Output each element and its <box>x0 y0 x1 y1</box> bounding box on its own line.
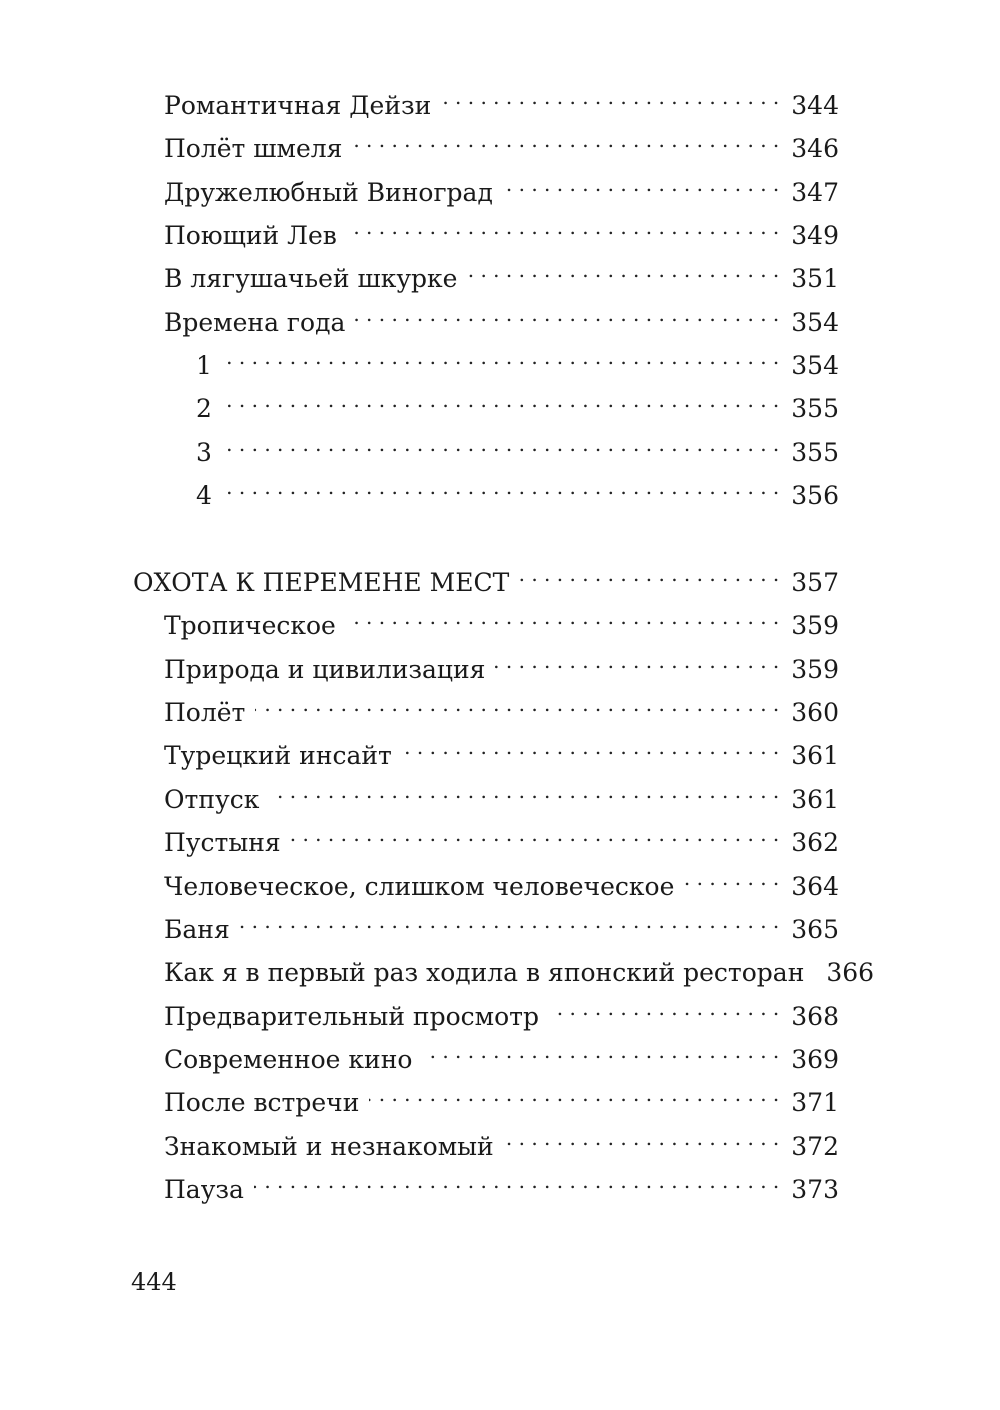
toc-entry-page: 359 <box>791 611 839 640</box>
dot-leader <box>422 1028 779 1068</box>
dot-leader <box>504 1115 780 1155</box>
dot-leader <box>255 681 779 721</box>
toc-entry <box>164 985 839 1031</box>
toc-entry <box>164 1115 839 1161</box>
toc-entry <box>164 204 839 250</box>
toc-entry-page: 344 <box>791 91 839 120</box>
dot-leader <box>402 724 779 764</box>
toc-entry-page: 369 <box>791 1045 839 1074</box>
toc-entry-title: 3 <box>196 438 212 467</box>
toc-entry-page: 349 <box>791 221 839 250</box>
toc-entry-page: 373 <box>791 1175 839 1204</box>
dot-leader <box>495 638 779 678</box>
toc-entry-title: Тропическое <box>164 611 336 640</box>
dot-leader <box>222 464 779 504</box>
dot-leader <box>222 334 779 374</box>
toc-section-heading <box>133 551 839 597</box>
toc-entry <box>164 247 839 293</box>
toc-entry-title: 2 <box>196 394 212 423</box>
toc-entry-page: 362 <box>791 828 839 857</box>
toc-entry-page: 355 <box>791 394 839 423</box>
dot-leader <box>519 551 779 591</box>
toc-entry <box>164 1028 839 1074</box>
toc-subentry <box>196 334 839 380</box>
toc-entry-title: После встречи <box>164 1088 360 1117</box>
toc-entry <box>164 811 839 857</box>
toc-entry <box>164 724 839 770</box>
toc-entry <box>164 161 839 207</box>
toc-entry-page: 355 <box>791 438 839 467</box>
dot-leader <box>369 1071 779 1111</box>
toc-entry <box>164 681 839 727</box>
toc-entry <box>164 74 839 120</box>
toc-entry-title: Дружелюбный Виноград <box>164 178 493 207</box>
toc-entry-title: Пустыня <box>164 828 281 857</box>
toc-entry-page: 354 <box>791 308 839 337</box>
dot-leader <box>441 74 779 114</box>
dot-leader <box>240 898 780 938</box>
toc-entry-title: Человеческое, слишком человеческое <box>164 872 675 901</box>
toc-section-page: 357 <box>791 568 839 597</box>
toc-entry-title: Современное кино <box>164 1045 413 1074</box>
toc-section-title: ОХОТА К ПЕРЕМЕНЕ МЕСТ <box>133 568 510 597</box>
dot-leader <box>352 117 779 157</box>
toc-entry-title: 4 <box>196 481 212 510</box>
toc-entry-title: В лягушачьей шкурке <box>164 264 458 293</box>
toc-entry-page: 361 <box>791 741 839 770</box>
toc-entry-page: 361 <box>791 785 839 814</box>
toc-entry-page: 347 <box>791 178 839 207</box>
dot-leader <box>346 594 779 634</box>
dot-leader <box>347 204 779 244</box>
toc-entry-page: 346 <box>791 134 839 163</box>
toc-entry-page: 371 <box>791 1088 839 1117</box>
dot-leader <box>467 247 779 287</box>
dot-leader <box>684 855 779 895</box>
toc-entry-page: 365 <box>791 915 839 944</box>
dot-leader <box>254 1158 779 1198</box>
toc-entry-title: Предварительный просмотр <box>164 1002 539 1031</box>
toc-entry-title: 1 <box>196 351 212 380</box>
toc-entry-page: 356 <box>791 481 839 510</box>
toc-subentry <box>196 377 839 423</box>
toc-entry-page: 360 <box>791 698 839 727</box>
toc-entry <box>164 1158 839 1204</box>
toc-entry-title: Знакомый и незнакомый <box>164 1132 494 1161</box>
toc-entry <box>164 638 839 684</box>
toc-entry-title: Поющий Лев <box>164 221 337 250</box>
dot-leader <box>355 291 779 331</box>
toc-entry <box>164 1071 839 1117</box>
toc-entry-title: Природа и цивилизация <box>164 655 486 684</box>
toc-entry-page: 364 <box>791 872 839 901</box>
toc-entry-title: Как я в первый раз ходила в японский ресторан <box>164 958 805 987</box>
toc-entry <box>164 594 839 640</box>
dot-leader <box>549 985 779 1025</box>
dot-leader <box>269 768 779 808</box>
toc-entry-page: 368 <box>791 1002 839 1031</box>
toc-entry <box>164 941 875 987</box>
toc-entry-page: 359 <box>791 655 839 684</box>
toc-entry <box>164 855 839 901</box>
toc-entry-title: Полёт <box>164 698 246 727</box>
toc-entry-title: Романтичная Дейзи <box>164 91 432 120</box>
toc-entry-title: Баня <box>164 915 230 944</box>
toc-entry <box>164 898 839 944</box>
toc-entry <box>164 291 839 337</box>
toc-entry-title: Турецкий инсайт <box>164 741 392 770</box>
toc-entry <box>164 117 839 163</box>
toc-entry-page: 366 <box>826 958 875 987</box>
toc-entry <box>164 768 839 814</box>
toc-entry-title: Времена года <box>164 308 346 337</box>
toc-entry-page: 372 <box>791 1132 839 1161</box>
toc-subentry <box>196 421 839 467</box>
dot-leader <box>222 377 779 417</box>
toc-entry-title: Отпуск <box>164 785 260 814</box>
toc-entry-title: Полёт шмеля <box>164 134 343 163</box>
page-number: 444 <box>131 1268 177 1296</box>
dot-leader <box>503 161 779 201</box>
dot-leader <box>222 421 779 461</box>
dot-leader <box>291 811 780 851</box>
toc-subentry <box>196 464 839 510</box>
toc-entry-page: 354 <box>791 351 839 380</box>
toc-entry-page: 351 <box>791 264 839 293</box>
toc-entry-title: Пауза <box>164 1175 244 1204</box>
